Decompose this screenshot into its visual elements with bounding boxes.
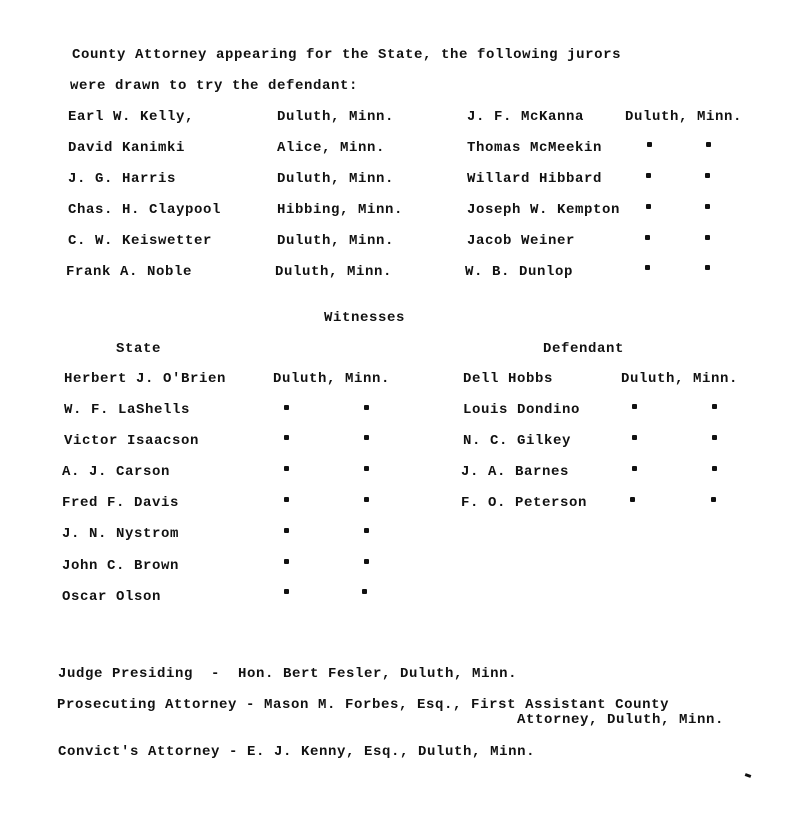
- juror-name: C. W. Keiswetter: [68, 233, 213, 249]
- ditto-mark: [647, 142, 652, 147]
- witness-residence: Duluth, Minn.: [621, 371, 739, 387]
- witnesses-heading: Witnesses: [324, 310, 406, 326]
- intro-line-2: were drawn to try the defendant:: [70, 78, 359, 94]
- juror-name: Frank A. Noble: [66, 264, 193, 280]
- ditto-mark: [712, 435, 717, 440]
- witness-name: J. A. Barnes: [461, 464, 570, 480]
- juror-name: W. B. Dunlop: [465, 264, 574, 280]
- juror-residence: Duluth, Minn.: [277, 171, 395, 187]
- ditto-mark: [364, 497, 369, 502]
- ditto-mark: [632, 435, 637, 440]
- witness-name: A. J. Carson: [62, 464, 171, 480]
- ditto-mark: [645, 235, 650, 240]
- juror-residence: Duluth, Minn.: [277, 109, 395, 125]
- witness-name: Louis Dondino: [463, 402, 581, 418]
- ditto-mark: [632, 404, 637, 409]
- juror-name: Jacob Weiner: [467, 233, 576, 249]
- prosecuting-attorney-line: Prosecuting Attorney - Mason M. Forbes, Esq., First Assistant County: [57, 697, 670, 713]
- ditto-mark: [284, 528, 289, 533]
- ditto-mark: [705, 173, 710, 178]
- state-heading: State: [116, 341, 162, 357]
- ditto-mark: [706, 142, 711, 147]
- ditto-mark: [364, 559, 369, 564]
- ditto-mark: [364, 528, 369, 533]
- witness-name: Fred F. Davis: [62, 495, 180, 511]
- witness-name: J. N. Nystrom: [62, 526, 180, 542]
- ditto-mark: [646, 204, 651, 209]
- intro-line-1: County Attorney appearing for the State, the following jurors: [72, 47, 622, 63]
- juror-name: Earl W. Kelly,: [68, 109, 195, 125]
- stray-ink-mark: [745, 773, 752, 778]
- prosecuting-attorney-line-continued: Attorney, Duluth, Minn.: [517, 712, 725, 728]
- ditto-mark: [630, 497, 635, 502]
- juror-name: Chas. H. Claypool: [68, 202, 222, 218]
- ditto-mark: [364, 435, 369, 440]
- witness-name: Oscar Olson: [62, 589, 162, 605]
- juror-name: Willard Hibbard: [467, 171, 603, 187]
- witness-name: Dell Hobbs: [463, 371, 554, 387]
- juror-name: J. F. McKanna: [467, 109, 585, 125]
- ditto-mark: [284, 589, 289, 594]
- ditto-mark: [284, 559, 289, 564]
- judge-presiding-line: Judge Presiding - Hon. Bert Fesler, Duluth, Minn.: [58, 666, 518, 682]
- ditto-mark: [712, 466, 717, 471]
- ditto-mark: [362, 589, 367, 594]
- ditto-mark: [645, 265, 650, 270]
- ditto-mark: [711, 497, 716, 502]
- witness-name: W. F. LaShells: [64, 402, 191, 418]
- juror-residence: Duluth, Minn.: [625, 109, 743, 125]
- ditto-mark: [632, 466, 637, 471]
- ditto-mark: [646, 173, 651, 178]
- ditto-mark: [284, 405, 289, 410]
- ditto-mark: [364, 405, 369, 410]
- witness-name: Victor Isaacson: [64, 433, 200, 449]
- witness-name: John C. Brown: [62, 558, 180, 574]
- witness-name: Herbert J. O'Brien: [64, 371, 227, 387]
- ditto-mark: [705, 235, 710, 240]
- ditto-mark: [705, 204, 710, 209]
- ditto-mark: [364, 466, 369, 471]
- ditto-mark: [705, 265, 710, 270]
- witness-residence: Duluth, Minn.: [273, 371, 391, 387]
- ditto-mark: [284, 435, 289, 440]
- witness-name: F. O. Peterson: [461, 495, 588, 511]
- juror-residence: Duluth, Minn.: [275, 264, 393, 280]
- ditto-mark: [712, 404, 717, 409]
- juror-residence: Alice, Minn.: [277, 140, 386, 156]
- ditto-mark: [284, 497, 289, 502]
- juror-name: Joseph W. Kempton: [467, 202, 621, 218]
- defendant-heading: Defendant: [543, 341, 625, 357]
- witness-name: N. C. Gilkey: [463, 433, 572, 449]
- juror-name: David Kanimki: [68, 140, 186, 156]
- ditto-mark: [284, 466, 289, 471]
- juror-residence: Duluth, Minn.: [277, 233, 395, 249]
- juror-residence: Hibbing, Minn.: [277, 202, 404, 218]
- convict-attorney-line: Convict's Attorney - E. J. Kenny, Esq., Duluth, Minn.: [58, 744, 536, 760]
- juror-name: J. G. Harris: [68, 171, 177, 187]
- juror-name: Thomas McMeekin: [467, 140, 603, 156]
